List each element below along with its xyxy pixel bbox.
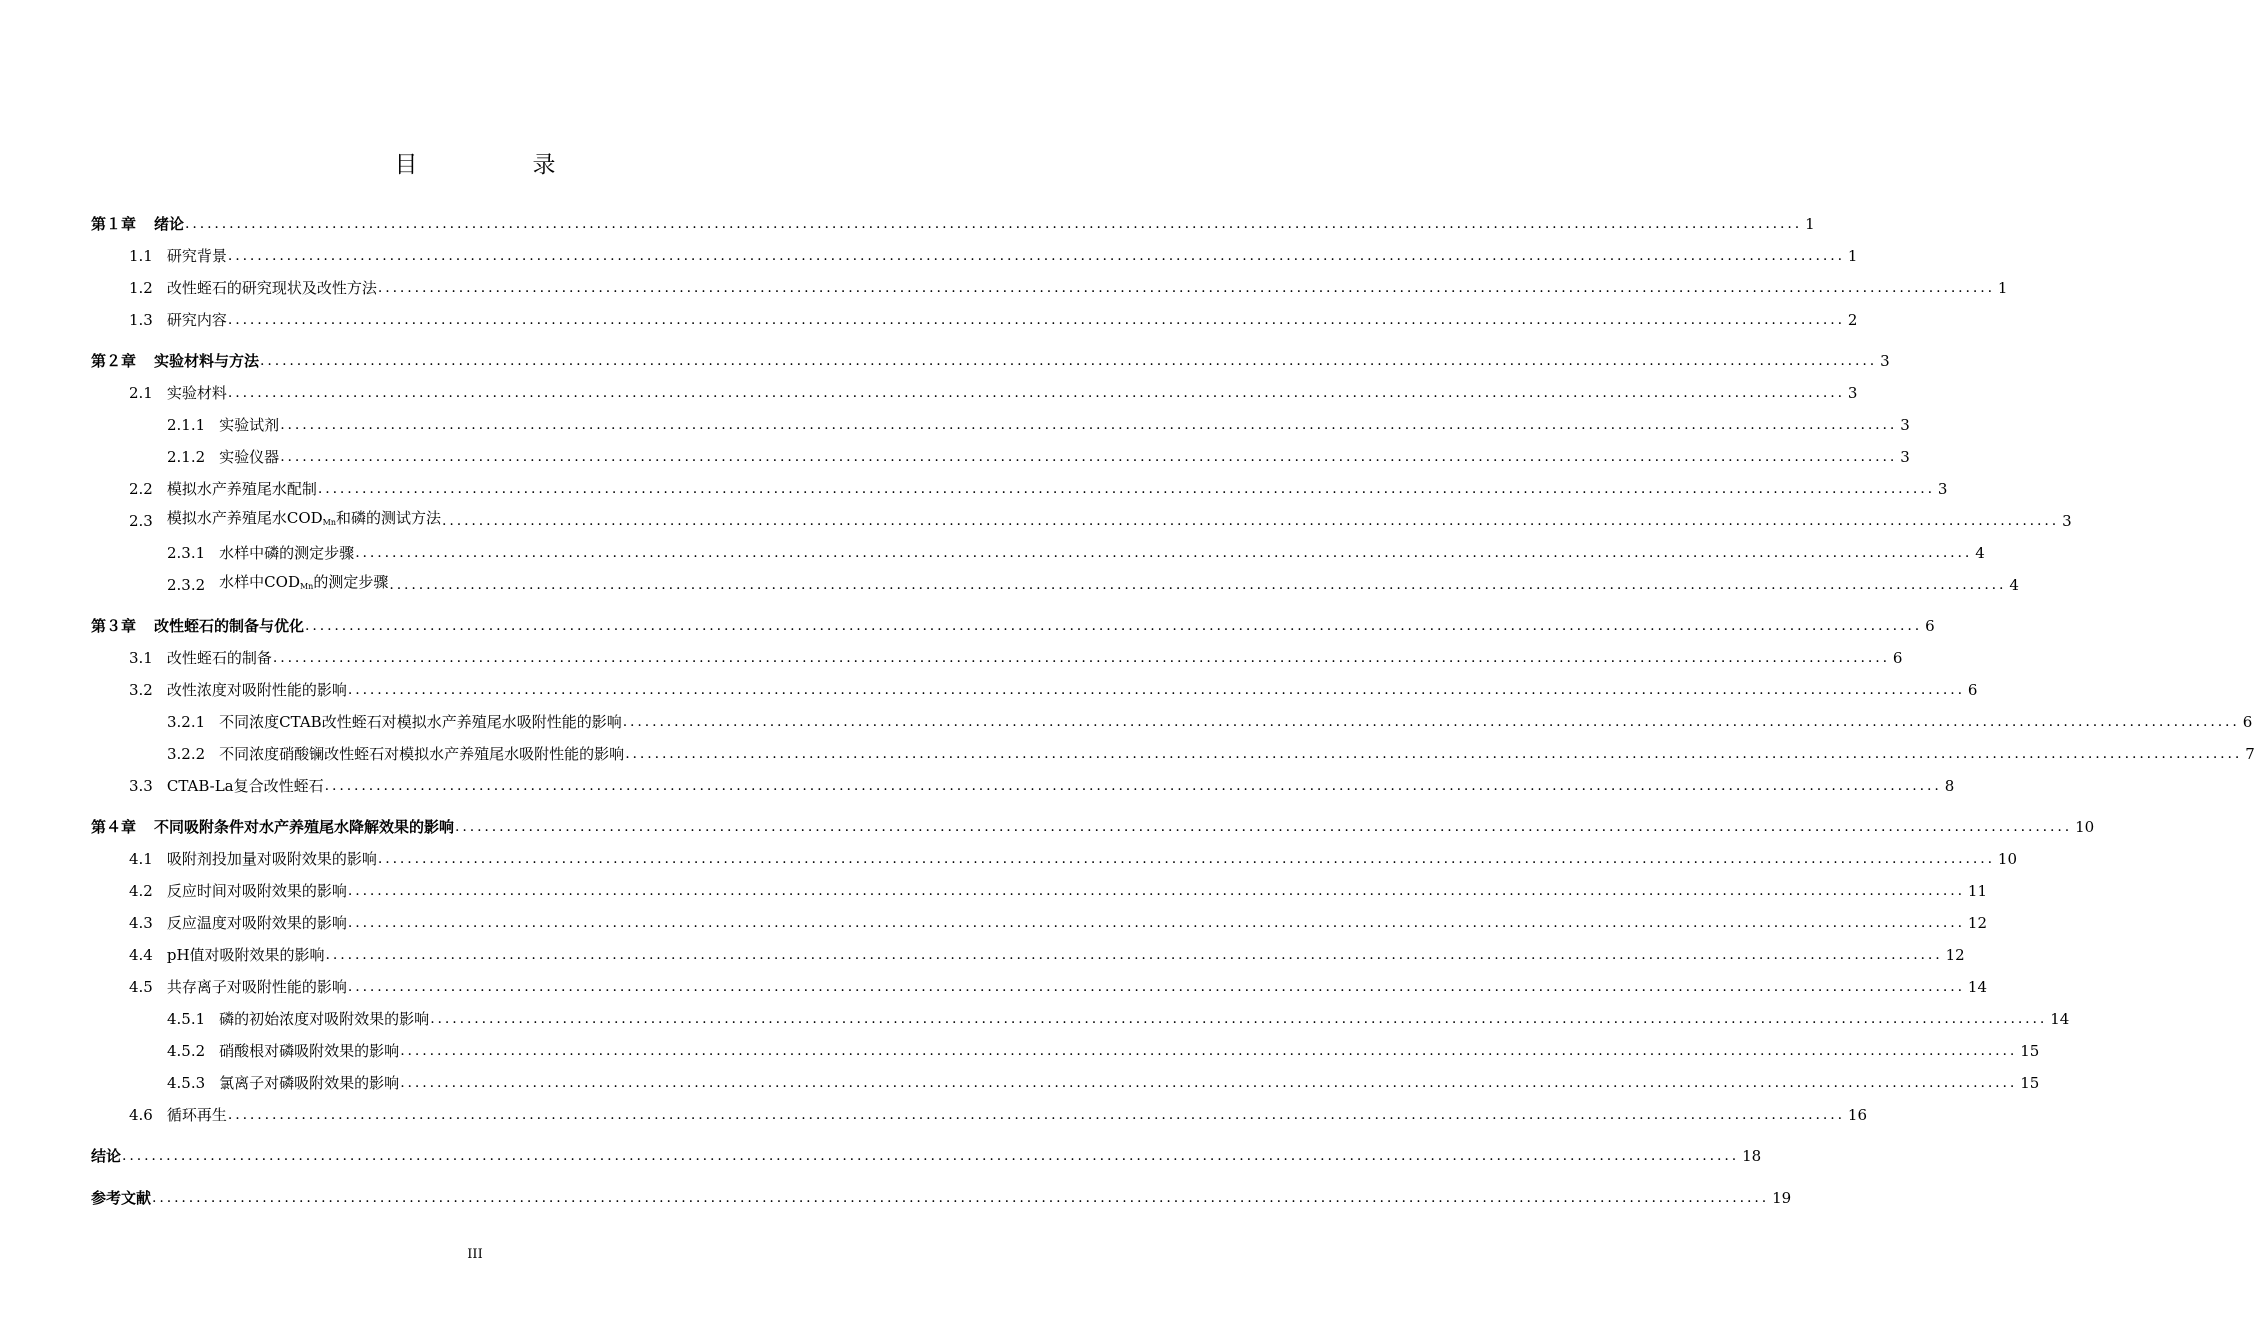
toc-entry-title-text: 循环再生: [166, 1106, 227, 1124]
toc-entry-title-text: 磷的初始浓度对吸附效果的影响: [219, 1010, 430, 1028]
toc-entry-page: 3: [1847, 384, 1858, 402]
toc-entry-page: 4: [2009, 576, 2019, 594]
toc-entry-number: 2.3.1: [167, 544, 206, 562]
toc-entry-title-text: 反应时间对吸附效果的影响: [166, 882, 347, 900]
toc-entry-title: [154, 214, 184, 234]
toc-entry-page: 10: [2075, 818, 2095, 836]
toc-entry[interactable]: [91, 210, 1815, 234]
toc-entry[interactable]: [129, 676, 1978, 700]
toc-entry-number: 1.1: [129, 247, 153, 265]
toc-leader-dots: ............................................................................................................................................................................................................................: [280, 449, 1898, 465]
toc-entry[interactable]: [167, 1069, 2040, 1093]
toc-entry-number: 4.5.1: [167, 1010, 206, 1028]
toc-entry-title-text: 参考文献: [91, 1189, 152, 1207]
toc-leader-dots: ............................................................................................................................................................................................................................: [227, 385, 1845, 401]
toc-entry-page: 1: [1997, 279, 2008, 297]
toc-entry-page: 6: [1892, 649, 1903, 667]
toc-entry-title-suffix: 的测定步骤: [313, 573, 389, 591]
toc-entry-subscript: Mn: [322, 518, 337, 527]
toc-entry-title: [219, 447, 279, 467]
toc-entry-title: [154, 351, 259, 371]
toc-leader-dots: ............................................................................................................................................................................................................................: [227, 1107, 1845, 1123]
toc-leader-dots: ............................................................................................................................................................................................................................: [325, 947, 1943, 963]
toc-leader-dots: ............................................................................................................................................................................................................................: [305, 618, 1923, 634]
toc-entry-number: 第１章: [91, 215, 137, 233]
toc-leader-dots: ............................................................................................................................................................................................................................: [625, 746, 2243, 762]
toc-entry-title-text: 吸附剂投加量对吸附效果的影响: [166, 850, 377, 868]
toc-entry-page: 3: [2062, 512, 2072, 530]
toc-entry-title-text: CTAB-La复合改性蛭石: [166, 777, 324, 795]
toc-entry-page: 15: [2020, 1042, 2040, 1060]
toc-entry-title-text: 模拟水产养殖尾水配制: [166, 480, 317, 498]
toc-entry-page: 16: [1847, 1106, 1868, 1124]
toc-entry-number: 1.3: [129, 311, 153, 329]
toc-entry-number: 3.2.1: [167, 713, 206, 731]
toc-entry-number: 2.1: [129, 384, 153, 402]
toc-entry-title-text: 绪论: [154, 215, 185, 233]
toc-leader-dots: ............................................................................................................................................................................................................................: [272, 650, 1890, 666]
toc-entry-title-text: 改性蛭石的研究现状及改性方法: [166, 279, 377, 297]
toc-leader-dots: ............................................................................................................................................................................................................................: [122, 1148, 1740, 1164]
toc-entry-page: 6: [1925, 617, 1935, 635]
toc-entry-title-text: 反应温度对吸附效果的影响: [166, 914, 347, 932]
toc-entry-page: 4: [1975, 544, 1985, 562]
toc-entry-title-text: 氯离子对磷吸附效果的影响: [219, 1074, 400, 1092]
toc-entry-number: 第４章: [91, 818, 137, 836]
toc-entry-number: 4.5: [129, 978, 153, 996]
toc-entry-page: 12: [1945, 946, 1965, 964]
toc-leader-dots: ............................................................................................................................................................................................................................: [317, 481, 1935, 497]
toc-entry-number: 3.2: [129, 681, 153, 699]
toc-leader-dots: ............................................................................................................................................................................................................................: [377, 851, 1995, 867]
toc-entry[interactable]: [129, 644, 1903, 668]
toc-entry-number: 4.1: [129, 850, 153, 868]
toc-entry-title: [219, 1073, 399, 1093]
toc-entry-title: [167, 1105, 227, 1125]
toc-leader-dots: ............................................................................................................................................................................................................................: [400, 1043, 2018, 1059]
toc-entry-title: [167, 508, 441, 531]
toc-entry[interactable]: [91, 813, 2095, 837]
toc-entry[interactable]: [129, 306, 1858, 330]
toc-entry-page: 1: [1847, 247, 1858, 265]
toc-leader-dots: ............................................................................................................................................................................................................................: [347, 682, 1965, 698]
toc-entry[interactable]: [91, 347, 1890, 371]
toc-entry-title-text: pH值对吸附效果的影响: [166, 946, 325, 964]
toc-entry[interactable]: [129, 845, 2018, 869]
toc-leader-dots: ............................................................................................................................................................................................................................: [377, 280, 1995, 296]
toc-entry-title-text: 实验材料: [166, 384, 227, 402]
toc-entry[interactable]: [129, 772, 1955, 796]
toc-leader-dots: ............................................................................................................................................................................................................................: [227, 312, 1845, 328]
toc-entry-number: 2.2: [129, 480, 153, 498]
toc-entry-title-text: 共存离子对吸附性能的影响: [166, 978, 347, 996]
toc-entry-page: 3: [1900, 416, 1910, 434]
toc-entry-title: [219, 415, 279, 435]
toc-entry-number: 2.3.2: [167, 576, 206, 594]
toc-entry-page: 2: [1847, 311, 1858, 329]
toc-entry[interactable]: [167, 539, 1985, 563]
toc-entry-title-text: 实验试剂: [219, 416, 280, 434]
toc-entry-page: 10: [1997, 850, 2018, 868]
toc-entry[interactable]: [129, 909, 1988, 933]
toc-entry-title: [219, 543, 354, 563]
toc-entry-number: 2.1.1: [167, 416, 206, 434]
toc-entry-number: 3.3: [129, 777, 153, 795]
toc-entry[interactable]: [167, 1005, 2070, 1029]
toc-entry-title: [167, 776, 324, 796]
toc-entry-page: 6: [1967, 681, 1978, 699]
toc-entry-title: [219, 1041, 399, 1061]
toc-leader-dots: ............................................................................................................................................................................................................................: [347, 915, 1965, 931]
footer-page-number: III: [467, 1247, 483, 1262]
toc-entry[interactable]: [129, 877, 1988, 901]
toc-entry[interactable]: [129, 379, 1858, 403]
toc-entry-number: 2.1.2: [167, 448, 206, 466]
toc-entry-title-suffix: 和磷的测试方法: [336, 509, 442, 527]
toc-entry-title: [154, 616, 304, 636]
toc-leader-dots: ............................................................................................................................................................................................................................: [260, 353, 1878, 369]
toc-entry-title: [219, 1009, 429, 1029]
toc-entry-subscript: Mn: [299, 582, 314, 591]
toc-entry[interactable]: [167, 411, 1910, 435]
toc-entry-title-text: 不同浓度CTAB改性蛭石对模拟水产养殖尾水吸附性能的影响: [219, 713, 622, 731]
toc-entry[interactable]: [129, 941, 1965, 965]
toc-entry-title: [167, 680, 347, 700]
toc-entry-title: [167, 945, 325, 965]
toc-leader-dots: ............................................................................................................................................................................................................................: [442, 513, 2060, 529]
toc-entry-title: [219, 712, 622, 732]
toc-entry-number: 3.2.2: [167, 745, 206, 763]
toc-entry-title: [167, 278, 377, 298]
toc-entry-title-text: 研究背景: [166, 247, 227, 265]
toc-entry-title: [167, 977, 347, 997]
toc-entry-title: [167, 479, 317, 499]
toc-entry-page: 3: [1937, 480, 1948, 498]
toc-entry-page: 3: [1900, 448, 1910, 466]
toc-entry-title-text: 改性浓度对吸附性能的影响: [166, 681, 347, 699]
toc-leader-dots: ............................................................................................................................................................................................................................: [389, 577, 2007, 593]
toc-entry-number: 1.2: [129, 279, 153, 297]
toc-entry-title: [167, 310, 227, 330]
toc-entry-title: [167, 648, 272, 668]
toc-entry[interactable]: [129, 242, 1858, 266]
toc-entry[interactable]: [91, 1184, 1792, 1208]
toc-entry-title: [167, 246, 227, 266]
toc-leader-dots: ............................................................................................................................................................................................................................: [324, 778, 1942, 794]
toc-entry-number: 4.5.3: [167, 1074, 206, 1092]
toc-entry-title: [167, 913, 347, 933]
toc-entry-title-text: 模拟水产养殖尾水COD: [166, 509, 323, 527]
toc-entry-number: 2.3: [129, 512, 153, 530]
toc-title: 目 录: [394, 152, 602, 178]
toc-entry-title-text: 实验仪器: [219, 448, 280, 466]
toc-leader-dots: ............................................................................................................................................................................................................................: [455, 819, 2073, 835]
toc-entry-number: 3.1: [129, 649, 153, 667]
toc-entry[interactable]: [167, 708, 2253, 732]
toc-entry-number: 4.3: [129, 914, 153, 932]
toc-entry[interactable]: [167, 571, 2019, 595]
toc-entry-page: 19: [1772, 1189, 1792, 1207]
toc-entry-title: [167, 849, 377, 869]
toc-entry[interactable]: [129, 507, 2072, 531]
toc-entry[interactable]: [129, 1101, 1868, 1125]
toc-leader-dots: ............................................................................................................................................................................................................................: [355, 545, 1973, 561]
toc-entry-title-text: 改性蛭石的制备: [166, 649, 272, 667]
toc-entry-page: 6: [2242, 713, 2253, 731]
toc-leader-dots: ............................................................................................................................................................................................................................: [347, 979, 1965, 995]
toc-entry-title: [219, 572, 388, 595]
toc-entry-title-text: 水样中磷的测定步骤: [219, 544, 355, 562]
toc-entry-title: [154, 817, 454, 837]
toc-entry-title-text: 改性蛭石的制备与优化: [154, 617, 305, 635]
toc-entry[interactable]: [91, 612, 1935, 636]
toc-entry-title: [91, 1188, 151, 1208]
toc-entry-title: [167, 383, 227, 403]
toc-entry-title: [91, 1146, 121, 1166]
toc-entry-number: 4.6: [129, 1106, 153, 1124]
toc-entry-number: 第３章: [91, 617, 137, 635]
toc-entry-page: 3: [1880, 352, 1890, 370]
toc-entry-page: 14: [1967, 978, 1988, 996]
toc-entry-page: 18: [1742, 1147, 1762, 1165]
toc-entry[interactable]: [129, 973, 1988, 997]
toc-entry[interactable]: [167, 443, 1910, 467]
toc-entry[interactable]: [129, 274, 2008, 298]
toc-entry-number: 4.4: [129, 946, 153, 964]
toc-entry-title: [167, 881, 347, 901]
toc-entry[interactable]: [167, 1037, 2040, 1061]
toc-entry-title: [219, 744, 624, 764]
toc-entry-page: 1: [1805, 215, 1815, 233]
toc-entry[interactable]: [129, 475, 1948, 499]
toc-leader-dots: ............................................................................................................................................................................................................................: [430, 1011, 2048, 1027]
toc-entry-number: 4.5.2: [167, 1042, 206, 1060]
toc-entry-title-text: 不同吸附条件对水产养殖尾水降解效果的影响: [154, 818, 455, 836]
toc-leader-dots: ............................................................................................................................................................................................................................: [400, 1075, 2018, 1091]
toc-entry-page: 15: [2020, 1074, 2040, 1092]
toc-leader-dots: ............................................................................................................................................................................................................................: [347, 883, 1965, 899]
toc-entry-title-text: 水样中COD: [219, 573, 300, 591]
toc-entry-page: 8: [1944, 777, 1955, 795]
toc-entry-title-text: 不同浓度硝酸镧改性蛭石对模拟水产养殖尾水吸附性能的影响: [219, 745, 625, 763]
toc-entry-title-text: 研究内容: [166, 311, 227, 329]
toc-entry-number: 第２章: [91, 352, 137, 370]
toc-leader-dots: ............................................................................................................................................................................................................................: [152, 1190, 1770, 1206]
toc-leader-dots: ............................................................................................................................................................................................................................: [185, 216, 1803, 232]
toc-leader-dots: ............................................................................................................................................................................................................................: [280, 417, 1898, 433]
toc-entry-page: 7: [2245, 745, 2255, 763]
toc-entry-page: 11: [1967, 882, 1988, 900]
toc-entry-title-text: 实验材料与方法: [154, 352, 260, 370]
toc-entry[interactable]: [91, 1142, 1762, 1166]
toc-entry-title-text: 硝酸根对磷吸附效果的影响: [219, 1042, 400, 1060]
toc-leader-dots: ............................................................................................................................................................................................................................: [622, 714, 2240, 730]
toc-entry-page: 14: [2050, 1010, 2070, 1028]
toc-entry-number: 4.2: [129, 882, 153, 900]
toc-entry[interactable]: [167, 740, 2255, 764]
toc-entry-title-text: 结论: [91, 1147, 122, 1165]
toc-leader-dots: ............................................................................................................................................................................................................................: [227, 248, 1845, 264]
toc-entry-page: 12: [1967, 914, 1988, 932]
